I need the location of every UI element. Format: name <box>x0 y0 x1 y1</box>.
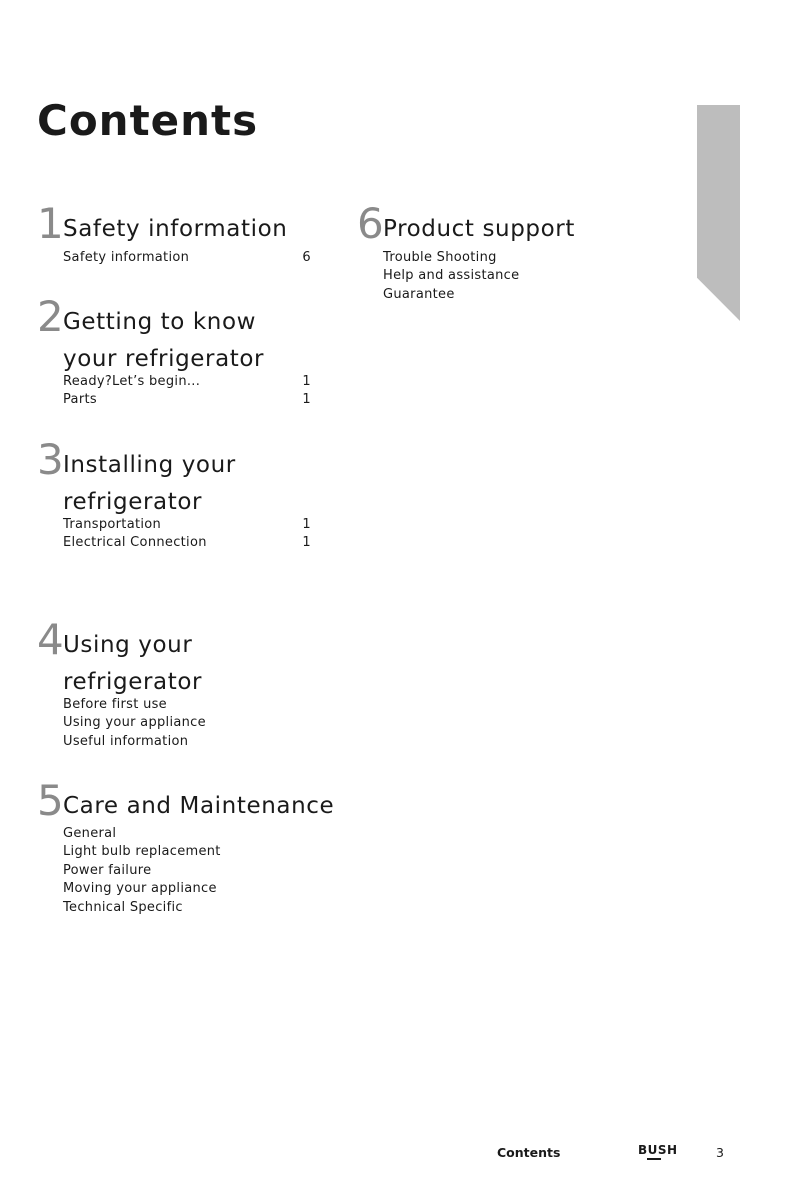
section-title: Installing your refrigerator <box>63 452 236 515</box>
toc-entry[interactable]: Help and assistance <box>383 268 520 284</box>
section-number: 6 <box>357 199 384 248</box>
toc-entry[interactable]: Using your appliance <box>63 715 206 731</box>
toc-entry[interactable]: Moving your appliance <box>63 881 217 897</box>
toc-entry[interactable]: Trouble Shooting <box>383 250 497 265</box>
section-title: Product support <box>383 216 575 242</box>
toc-entry[interactable]: Guarantee <box>383 286 455 302</box>
toc-entry[interactable]: Useful information <box>63 733 189 749</box>
toc-entry[interactable]: Safety information 6 <box>63 250 311 265</box>
brand-logo: BUSH <box>638 1143 678 1157</box>
toc-entry[interactable]: General <box>63 826 117 841</box>
brand-logo-underline <box>647 1158 661 1160</box>
section-title: Getting to know your refrigerator <box>63 309 265 372</box>
section-number: 4 <box>37 615 64 664</box>
toc-entry[interactable]: Parts 1 <box>63 392 311 408</box>
toc-entry[interactable]: Ready?Let’s begin... 1 <box>63 374 311 389</box>
section-title: Using your refrigerator <box>63 632 203 695</box>
side-tab-marker <box>697 105 740 321</box>
section-title: Care and Maintenance <box>63 793 335 819</box>
section-number: 2 <box>37 292 64 341</box>
section-title: Safety information <box>63 216 288 242</box>
page-title: Contents <box>37 96 259 145</box>
toc-entry[interactable]: Transportation 1 <box>63 517 311 532</box>
toc-entry[interactable]: Electrical Connection 1 <box>63 535 311 551</box>
toc-entry[interactable]: Power failure <box>63 862 152 878</box>
page-number: 3 <box>716 1145 724 1160</box>
section-number: 5 <box>37 776 64 825</box>
toc-entry[interactable]: Before first use <box>63 697 167 712</box>
section-number: 3 <box>37 435 64 484</box>
footer-section-label: Contents <box>497 1145 561 1160</box>
section-number: 1 <box>37 199 64 248</box>
toc-entry[interactable]: Technical Specific <box>63 899 183 915</box>
toc-entry[interactable]: Light bulb replacement <box>63 844 221 860</box>
